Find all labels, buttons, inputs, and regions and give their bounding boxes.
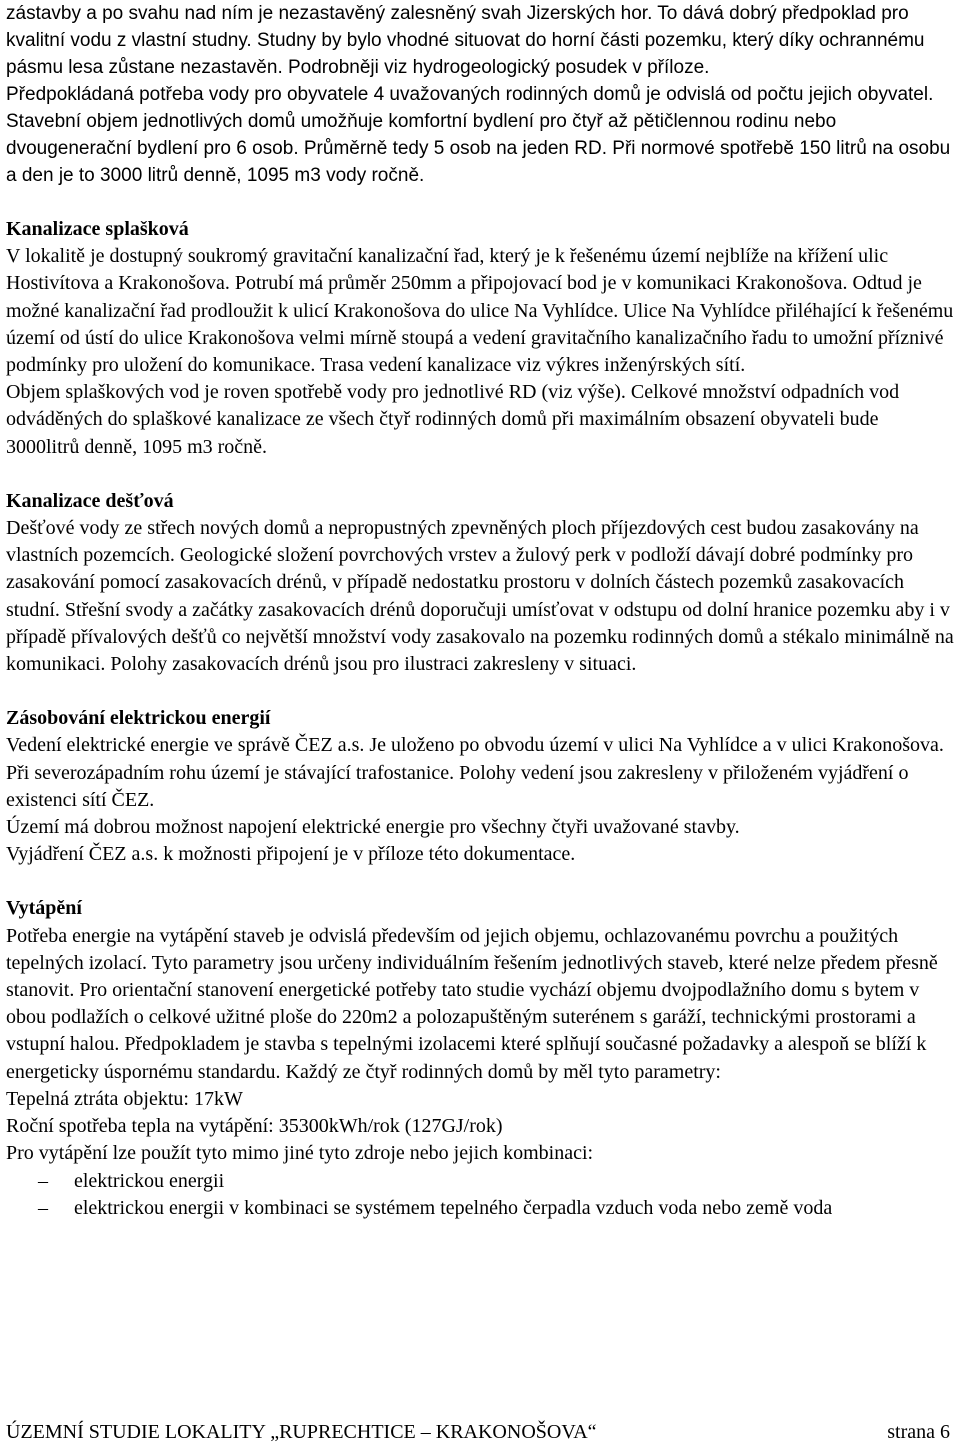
sewage-paragraph: V lokalitě je dostupný soukromý gravitační kanalizační řad, který je k řešenému území nejblíže na křížení ulic Hostivítova a Krakonošova. Potrubí má průměr 250mm a připojovací bod je v komunikaci Krakonošova. Odtud je možné kanalizační řad prodloužit k ulicí Krakonošova do ulice Na Vyhlídce. Ulice Na Vyhlídce přiléhající k řešenému území od ústí do ulice Krakonošova velmi mírně stoupá a vedení gravitačního kanalizačního řadu to umožní příznivé podmínky pro uložení do komunikace. Trasa vedení kanalizace viz výkres inženýrských sítí. [6,245,954,377]
rainwater-heading: Kanalizace dešťová [6,489,174,512]
page-number: strana 6 [887,1421,950,1443]
heating-sources-intro: Pro vytápění lze použít tyto mimo jiné tyto zdroje nebo jejich kombinaci: [6,1142,594,1165]
heating-section [6,895,956,1221]
sewage-section [6,216,956,461]
page-footer [6,1418,950,1446]
sewage-volume-paragraph: Objem splaškových vod je roven spotřebě vody pro jednotlivé RD (viz výše). Celkové množství odpadních vod odváděných do splaškové kanalizace ze všech čtyř rodinných domů při maximálním obsazení obyvateli bude 3000litrů denně, 1095 m3 ročně. [6,381,900,458]
heating-sources-list [6,1168,956,1222]
list-item-text: elektrickou energii [74,1169,225,1192]
water-intro-paragraph: zástavby a po svahu nad ním je nezastavěný zalesněný svah Jizerských hor. To dává dobrý předpoklad pro kvalitní vodu z vlastní studny. Studny by bylo vhodné situovat do horní části pozemku, který díky ochrannému pásmu lesa zůstane nezastavěn. Podrobněji viz hydrogeologický posudek v příloze. [6,3,925,78]
heating-heading: Vytápění [6,897,82,920]
heat-loss-line: Tepelná ztráta objektu: 17kW [6,1087,243,1110]
rainwater-paragraph: Dešťové vody ze střech nových domů a nepropustných zpevněných ploch příjezdových cest budou zasakovány na vlastních pozemcích. Geologické složení povrchových vrstev a žulový perk v podloží dávají dobré podmínky pro zasakování pomocí zasakovacích drénů, v případě nedostatku prostoru v dolních částech pozemků zasakovacích studní. Střešní svody a začátky zasakovacích drénů doporučuji umísťovat v odstupu od dolní hranice pozemku aby i v případě přívalových dešťů co největší množství vody zasakovalo na pozemku rodinných domů a stékalo minimálně na komunikaci. Polohy zasakovacích drénů jsou pro ilustraci zakresleny v situaci. [6,517,954,676]
water-supply-section [6,0,956,189]
electricity-paragraph: Vedení elektrické energie ve správě ČEZ a.s. Je uloženo po obvodu území v ulici Na Vyhlídce a v ulici Krakonošova. Při severozápadním rohu území je stávající trafostanice. Polohy vedení jsou zakresleny v přiloženém vyjádření o existenci sítí ČEZ. [6,734,944,811]
rainwater-section [6,488,956,678]
footer-title: ÚZEMNÍ STUDIE LOKALITY „RUPRECHTICE – KRAKONOŠOVA“ [6,1421,597,1443]
dash-bullet-icon: – [38,1169,48,1192]
dash-bullet-icon: – [38,1196,48,1219]
list-item [6,1195,956,1222]
list-item [6,1168,956,1195]
document-page [6,0,956,1222]
electricity-statement-paragraph: Vyjádření ČEZ a.s. k možnosti připojení je v příloze této dokumentace. [6,843,576,866]
water-demand-paragraph: Předpokládaná potřeba vody pro obyvatele 4 uvažovaných rodinných domů je odvislá od počtu jejich obyvatel. Stavební objem jednotlivých domů umožňuje komfortní bydlení pro čtyř až pětičlennou rodinu nebo dvougenerační bydlení pro 6 osob. Průměrně tedy 5 osob na jeden RD. Při normové spotřebě 150 litrů na osobu a den je to 3000 litrů denně, 1095 m3 vody ročně. [6,84,951,186]
electricity-section [6,705,956,868]
annual-heat-consumption-line: Roční spotřeba tepla na vytápění: 35300kWh/rok (127GJ/rok) [6,1115,503,1138]
list-item-text: elektrickou energii v kombinaci se systémem tepelného čerpadla vzduch voda nebo země voda [74,1196,833,1219]
electricity-connection-paragraph: Území má dobrou možnost napojení elektrické energie pro všechny čtyři uvažované stavby. [6,816,740,839]
electricity-heading: Zásobování elektrickou energií [6,707,271,730]
heating-paragraph: Potřeba energie na vytápění staveb je odvislá především od jejich objemu, ochlazovanému povrchu a použitých tepelných izolací. Tyto parametry jsou určeny individuálním řešením jednotlivých staveb, které nelze předem přesně stanovit. Pro orientační stanovení energetické potřeby tato studie vychází objemu dvojpodlažního domu s bytem v obou podlažích o celkové užitné ploše do 220m2 a polozapuštěným suterénem s garáží, technickými prostorami a vstupní halou. Předpokladem je stavba s tepelnými izolacemi které splňují současné požadavky a alespoň se blíží k energeticky úspornému standardu. Každý ze čtyř rodinných domů by měl tyto parametry: [6,924,938,1083]
sewage-heading: Kanalizace splašková [6,218,189,240]
